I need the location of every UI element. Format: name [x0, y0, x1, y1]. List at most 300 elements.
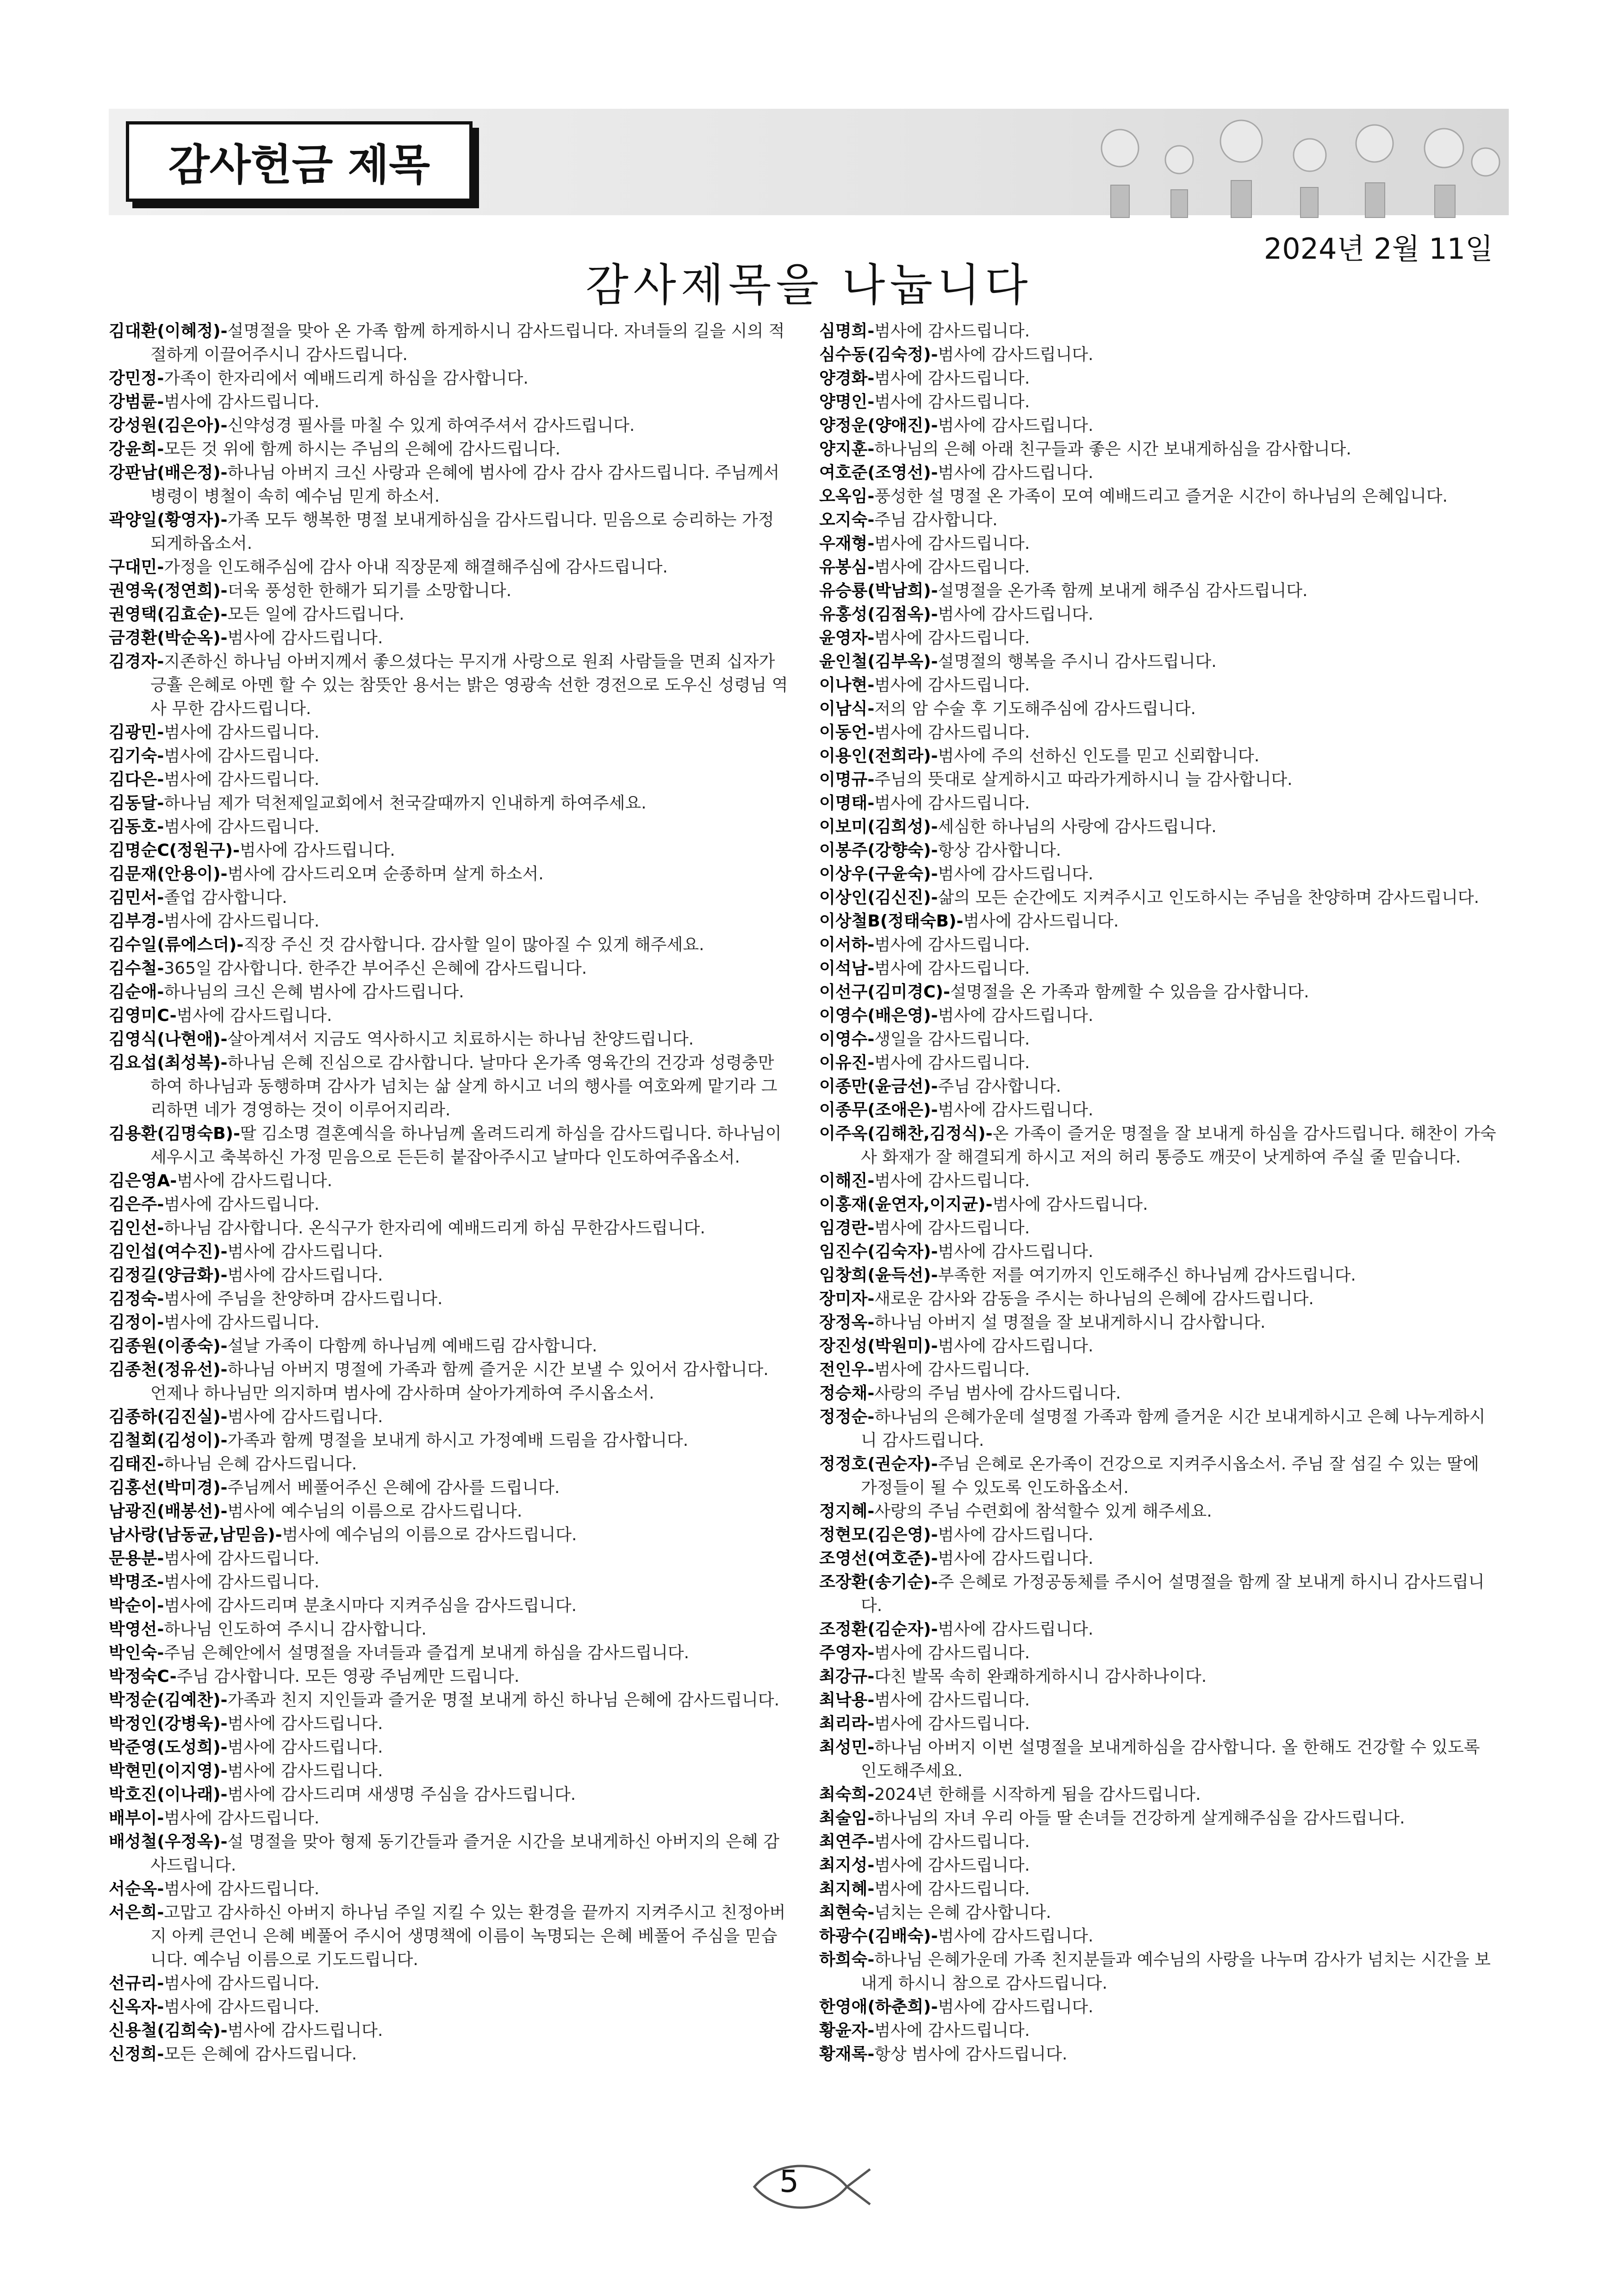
entry-text: 범사에 감사드립니다. — [874, 2021, 1030, 2040]
entry-name: 김태진- — [109, 1455, 164, 1474]
entry-text: 범사에 감사드립니다. — [938, 1549, 1094, 1568]
thanks-entry — [109, 909, 789, 933]
entry-text: 범사에 감사드립니다. — [938, 1006, 1094, 1025]
entry-name: 강민정- — [109, 369, 164, 388]
entry-text: 풍성한 설 명절 온 가족이 모여 예배드리고 즐거운 시간이 하나님의 은혜입니다. — [874, 487, 1448, 506]
entry-name: 김민서- — [109, 888, 164, 907]
entry-name: 최현숙- — [819, 1903, 875, 1922]
entry-text: 하나님의 자녀 우리 아들 딸 손녀들 건강하게 살게해주심을 감사드립니다. — [874, 1809, 1405, 1828]
entry-text: 주님께서 베풀어주신 은혜에 감사를 드립니다. — [227, 1478, 560, 1497]
entry-name: 이상철B(정태숙B)- — [819, 912, 964, 931]
entry-name: 박준영(도성희)- — [109, 1738, 228, 1757]
entry-name: 김문재(안용이)- — [109, 865, 228, 884]
entry-text: 범사에 감사드립니다. — [164, 1974, 320, 1993]
entry-text: 하나님 감사합니다. 온식구가 한자리에 예배드리게 하심 무한감사드립니다. — [164, 1219, 705, 1238]
entry-text: 하나님 제가 덕천제일교회에서 천국갈때까지 인내하게 하여주세요. — [164, 794, 647, 813]
thanks-entry — [819, 768, 1500, 791]
thanks-entry — [109, 980, 789, 1004]
entry-name: 이홍재(윤연자,이지균)- — [819, 1195, 993, 1214]
thanks-entry — [109, 721, 789, 744]
thanks-entry — [109, 1240, 789, 1263]
entry-name: 김요섭(최성복)- — [109, 1053, 228, 1072]
entry-text: 범사에 감사드립니다. — [938, 1242, 1094, 1261]
entry-name: 박정인(강병욱)- — [109, 1714, 228, 1733]
thanks-entry — [819, 1240, 1500, 1263]
entry-text: 모든 것 위에 함께 하시는 주님의 은혜에 감사드립니다. — [164, 440, 560, 459]
thanks-entry — [109, 1169, 789, 1193]
entry-text: 신약성경 필사를 마칠 수 있게 하여주셔서 감사드립니다. — [227, 416, 635, 435]
thanks-entry — [819, 815, 1500, 839]
entry-name: 이용인(전희라)- — [819, 747, 938, 765]
entry-name: 정현모(김은영)- — [819, 1525, 938, 1544]
thanks-entry — [109, 555, 789, 579]
entry-name: 임창희(윤득선)- — [819, 1266, 938, 1285]
entry-text: 모든 일에 감사드립니다. — [227, 605, 404, 624]
entry-name: 김은주- — [109, 1195, 164, 1214]
entry-text: 범사에 감사드립니다. — [874, 369, 1030, 388]
entry-text: 고맙고 감사하신 아버지 하나님 주일 지킬 수 있는 환경을 끝까지 지켜주시고 친정아버지 아케 큰언니 은혜 베풀어 주시어 생명책에 이름이 녹명되는 은혜 베풀어 주심을 믿습니다. 예수님 이름으로 기도드립니다. — [150, 1903, 786, 1969]
thanks-entry — [109, 461, 789, 508]
entry-name: 신용철(김희숙)- — [109, 2021, 228, 2040]
entry-name: 조영선(여호준)- — [819, 1549, 938, 1568]
entry-name: 여호준(조영선)- — [819, 463, 938, 482]
entry-text: 범사에 감사드립니다. — [874, 1053, 1030, 1072]
entry-text: 더욱 풍성한 한해가 되기를 소망합니다. — [227, 581, 512, 600]
thanks-entry — [109, 626, 789, 650]
thanks-entry — [819, 980, 1500, 1004]
thanks-entry — [109, 390, 789, 414]
entry-text: 항상 범사에 감사드립니다. — [874, 2045, 1068, 2064]
thanks-entry — [109, 1688, 789, 1712]
entry-text: 다친 발목 속히 완쾌하게하시니 감사하나이다. — [874, 1667, 1207, 1686]
entry-name: 김동호- — [109, 817, 164, 836]
entry-text: 범사에 감사드립니다. — [874, 1219, 1030, 1238]
entry-name: 양경화- — [819, 369, 875, 388]
entry-text: 범사에 감사드립니다. — [874, 935, 1030, 954]
entry-text: 범사에 감사드립니다. — [874, 534, 1030, 553]
thanks-entry — [819, 1570, 1500, 1618]
entry-text: 범사에 감사드리며 새생명 주심을 감사드립니다. — [227, 1785, 576, 1804]
entry-text: 범사에 감사드립니다. — [874, 392, 1030, 411]
entry-text: 범사에 주님을 찬양하며 감사드립니다. — [164, 1289, 443, 1308]
entry-text: 항상 감사합니다. — [938, 841, 1061, 860]
entry-name: 박명조- — [109, 1573, 164, 1592]
thanks-entry — [819, 1452, 1500, 1500]
thanks-entry — [109, 1972, 789, 1995]
thanks-entry — [819, 1665, 1500, 1688]
entry-text: 범사에 감사드립니다. — [874, 1856, 1030, 1875]
entry-text: 365일 감사합니다. 한주간 부어주신 은혜에 감사드립니다. — [164, 959, 587, 978]
entry-text: 직장 주신 것 감사합니다. 감사할 일이 많아질 수 있게 해주세요. — [243, 935, 704, 954]
entry-name: 하광수(김배숙)- — [819, 1927, 938, 1946]
entry-name: 김수철- — [109, 959, 164, 978]
entry-name: 권영택(김효순)- — [109, 605, 228, 624]
entry-name: 양지훈- — [819, 440, 875, 459]
entry-name: 강범륜- — [109, 392, 164, 411]
entry-name: 박영선- — [109, 1620, 164, 1639]
entry-text: 범사에 감사드립니다. — [164, 1195, 320, 1214]
thanks-entry — [819, 1027, 1500, 1051]
entry-text: 범사에 감사드립니다. — [963, 912, 1119, 931]
thanks-entry — [819, 1311, 1500, 1334]
entry-name: 하희숙- — [819, 1950, 875, 1969]
entry-text: 하나님 아버지 이번 설명절을 보내게하심을 감사합니다. 올 한해도 건강할 수 있도록 인도해주세요. — [861, 1738, 1480, 1780]
entry-name: 김기숙- — [109, 747, 164, 765]
entry-text: 범사에 감사드립니다. — [874, 628, 1030, 647]
entry-name: 이명태- — [819, 794, 875, 813]
entry-text: 범사에 감사드립니다. — [164, 1313, 320, 1332]
thanks-entry — [819, 1948, 1500, 1995]
entry-text: 범사에 감사드립니다. — [874, 723, 1030, 742]
entry-name: 오지숙- — [819, 510, 875, 529]
entry-name: 박순이- — [109, 1596, 164, 1615]
thanks-entry — [819, 862, 1500, 886]
entry-text: 범사에 감사드립니다. — [874, 322, 1030, 341]
entry-name: 이봉주(강향숙)- — [819, 841, 938, 860]
entry-text: 가족 모두 행복한 명절 보내게하심을 감사드립니다. 믿음으로 승리하는 가정 되게하옵소서. — [150, 510, 774, 553]
entry-text: 범사에 감사드립니다. — [227, 1407, 383, 1426]
entry-text: 하나님 은혜 감사드립니다. — [164, 1455, 357, 1474]
entry-name: 김정이- — [109, 1313, 164, 1332]
entry-name: 오옥임- — [819, 487, 875, 506]
entry-name: 이주옥(김해찬,김정식)- — [819, 1124, 993, 1143]
thanks-entry — [819, 485, 1500, 508]
entry-text: 하나님 은혜가운데 가족 친지분들과 예수님의 사랑을 나누며 감사가 넘치는 시간을 보내게 하시니 참으로 감사드립니다. — [861, 1950, 1491, 1993]
thanks-entry — [819, 1830, 1500, 1854]
entry-text: 설 명절을 맞아 형제 동기간들과 즐거운 시간을 보내게하신 아버지의 은혜 감사드립니다. — [150, 1832, 780, 1875]
thanks-entry — [109, 579, 789, 603]
entry-text: 범사에 감사드립니다. — [874, 959, 1030, 978]
date: 2024년 2월 11일 — [1263, 232, 1493, 266]
entry-text: 범사에 감사드립니다. — [874, 1691, 1030, 1710]
entry-text: 사랑의 주님 수련회에 참석할수 있게 해주세요. — [874, 1502, 1212, 1521]
thanks-entry — [819, 1854, 1500, 1877]
thanks-entry — [109, 1500, 789, 1523]
entry-name: 최술임- — [819, 1809, 875, 1828]
entry-name: 김경자- — [109, 652, 164, 671]
entry-text: 범사에 감사드립니다. — [874, 1832, 1030, 1851]
entry-name: 박인숙- — [109, 1643, 164, 1662]
thanks-entry — [819, 626, 1500, 650]
entry-text: 범사에 감사드리며 분초시마다 지켜주심을 감사드립니다. — [164, 1596, 577, 1615]
entry-name: 심수동(김숙정)- — [819, 345, 938, 364]
entry-text: 범사에 감사드립니다. — [177, 1171, 333, 1190]
entry-name: 이나현- — [819, 676, 875, 695]
entry-name: 김용환(김명숙B)- — [109, 1124, 240, 1143]
thanks-entry — [819, 1287, 1500, 1311]
thanks-entry — [109, 437, 789, 461]
entry-text: 범사에 감사드립니다. — [938, 345, 1094, 364]
entry-text: 범사에 감사드립니다. — [874, 1360, 1030, 1379]
entry-text: 하나님 아버지 크신 사랑과 은혜에 범사에 감사 감사 감사드립니다. 주님께서 병령이 병철이 속히 예수님 믿게 하소서. — [150, 463, 780, 506]
thanks-entry — [109, 1122, 789, 1169]
entry-name: 양명인- — [819, 392, 875, 411]
entry-text: 지존하신 하나님 아버지께서 좋으셨다는 무지개 사랑으로 원죄 사람들을 면죄 십자가 긍휼 은혜로 아멘 할 수 있는 참뜻안 용서는 밝은 영광속 선한 경전으로 도우신 성령님 역사 무한 감사드립니다. — [150, 652, 788, 718]
page-number-badge — [745, 2159, 875, 2215]
entry-text: 졸업 감사합니다. — [164, 888, 287, 907]
entry-text: 범사에 감사드립니다. — [938, 1997, 1094, 2016]
entry-name: 주영자- — [819, 1643, 875, 1662]
thanks-entry — [109, 1712, 789, 1736]
entry-text: 넘치는 은혜 감사합니다. — [874, 1903, 1052, 1922]
entry-text: 살아계셔서 지금도 역사하시고 치료하시는 하나님 찬양드립니다. — [227, 1030, 694, 1049]
entry-name: 정정호(권순자)- — [819, 1455, 938, 1474]
entry-name: 이상인(김신진)- — [819, 888, 938, 907]
thanks-entry — [819, 532, 1500, 555]
entry-name: 윤영자- — [819, 628, 875, 647]
thanks-entry — [109, 650, 789, 721]
thanks-entry — [109, 1901, 789, 1972]
thanks-entry — [109, 2042, 789, 2066]
thanks-entry — [819, 957, 1500, 980]
entry-text: 범사에 감사드립니다. — [239, 841, 395, 860]
thanks-entry — [109, 815, 789, 839]
entry-text: 하나님의 은혜 아래 친구들과 좋은 시간 보내게하심을 감사합니다. — [874, 440, 1351, 459]
entry-text: 온 가족이 즐거운 명절을 잘 보내게 하심을 감사드립니다. 해찬이 가숙사 화재가 잘 해결되게 하시고 저의 허리 통증도 깨끗이 낫게하여 주실 줄 믿습니다. — [861, 1124, 1496, 1167]
entry-text: 범사에 감사드립니다. — [938, 416, 1094, 435]
entry-name: 김대환(이혜정)- — [109, 322, 228, 341]
thanks-entry — [819, 319, 1500, 343]
entry-text: 가족과 함께 명절을 보내게 하시고 가정예배 드림을 감사합니다. — [227, 1431, 689, 1450]
thanks-entry — [109, 1547, 789, 1570]
thanks-entry — [819, 1641, 1500, 1665]
left-column — [109, 319, 789, 2066]
thanks-entry — [819, 1806, 1500, 1830]
entry-text: 주님 감사합니다. — [874, 510, 998, 529]
entry-name: 이종만(윤금선)- — [819, 1077, 938, 1096]
entry-text: 생일을 감사드립니다. — [874, 1030, 1030, 1049]
entry-name: 최성민- — [819, 1738, 875, 1757]
entry-name: 구대민- — [109, 558, 164, 577]
thanks-entry — [109, 1405, 789, 1429]
entry-name: 이상우(구윤숙)- — [819, 865, 938, 884]
entry-name: 이유진- — [819, 1053, 875, 1072]
entry-text: 가족과 친지 지인들과 즐거운 명절 보내게 하신 하나님 은혜에 감사드립니다. — [227, 1691, 780, 1710]
thanks-entry — [109, 1287, 789, 1311]
entry-text: 범사에 감사드립니다. — [227, 1761, 383, 1780]
entry-name: 김종천(정유선)- — [109, 1360, 228, 1379]
entry-name: 김명순C(정원구)- — [109, 841, 240, 860]
entry-name: 김영식(나현애)- — [109, 1030, 228, 1049]
entry-name: 이종무(조애은)- — [819, 1101, 938, 1120]
entry-text: 딸 김소명 결혼예식을 하나님께 올려드리게 하심을 감사드립니다. 하나님이 세우시고 축복하신 가정 믿음으로 든든히 붙잡아주시고 날마다 인도하여주옵소서. — [150, 1124, 782, 1167]
thanks-entry — [109, 933, 789, 957]
thanks-entry — [109, 1476, 789, 1500]
thanks-entry — [109, 1570, 789, 1594]
entry-text: 범사에 감사드립니다. — [227, 1738, 383, 1757]
thanks-entry — [819, 437, 1500, 461]
entry-text: 설명절을 맞아 온 가족 함께 하게하시니 감사드립니다. 자녀들의 길을 시의 적절하게 이끌어주시니 감사드립니다. — [150, 322, 785, 364]
entry-name: 이명규- — [819, 770, 875, 789]
thanks-entry — [109, 1665, 789, 1688]
entry-text: 범사에 감사드립니다. — [938, 463, 1094, 482]
entry-text: 범사에 감사드립니다. — [874, 558, 1030, 577]
entry-name: 유홍성(김점옥)- — [819, 605, 938, 624]
entry-name: 황윤자- — [819, 2021, 875, 2040]
entry-text: 하나님 아버지 명절에 가족과 함께 즐거운 시간 보낼 수 있어서 감사합니다. 언제나 하나님만 의지하며 범사에 감사하며 살아가게하여 주시옵소서. — [150, 1360, 769, 1403]
entry-text: 설명절을 온가족 함께 보내게 해주심 감사드립니다. — [938, 581, 1308, 600]
entry-name: 김부경- — [109, 912, 164, 931]
thanks-entry — [819, 1263, 1500, 1287]
thanks-entry — [819, 673, 1500, 697]
thanks-entry — [109, 1995, 789, 2019]
thanks-entry — [819, 1075, 1500, 1098]
entry-text: 범사에 감사드립니다. — [874, 1714, 1030, 1733]
entry-name: 곽양일(황영자)- — [109, 510, 228, 529]
entry-name: 임진수(김숙자)- — [819, 1242, 938, 1261]
entry-name: 이영수- — [819, 1030, 875, 1049]
thanks-entry — [819, 1004, 1500, 1027]
thanks-entry — [109, 744, 789, 768]
entry-text: 주님 감사합니다. 모든 영광 주님께만 드립니다. — [176, 1667, 520, 1686]
entry-name: 김철회(김성이)- — [109, 1431, 228, 1450]
thanks-entry — [109, 768, 789, 791]
thanks-entry — [819, 744, 1500, 768]
thanks-entry — [109, 886, 789, 909]
entry-text: 범사에 감사드립니다. — [164, 817, 320, 836]
entry-name: 이석남- — [819, 959, 875, 978]
entry-name: 이선구(김미경C)- — [819, 983, 950, 1002]
thanks-entry — [109, 1759, 789, 1783]
entry-text: 가족이 한자리에서 예배드리게 하심을 감사합니다. — [164, 369, 529, 388]
entry-name: 윤인철(김부옥)- — [819, 652, 938, 671]
thanks-entry — [819, 1688, 1500, 1712]
entry-name: 심명희- — [819, 322, 875, 341]
thanks-entry — [109, 1429, 789, 1452]
thanks-entry — [819, 579, 1500, 603]
entry-name: 우재형- — [819, 534, 875, 553]
entry-text: 범사에 감사드립니다. — [164, 912, 320, 931]
entry-text: 범사에 감사드립니다. — [227, 1242, 383, 1261]
thanks-entry — [819, 791, 1500, 815]
entry-text: 하나님의 은혜가운데 설명절 가족과 함께 즐거운 시간 보내게하시고 은혜 나누게하시니 감사드립니다. — [861, 1407, 1486, 1450]
entry-text: 가정을 인도해주심에 감사 아내 직장문제 해결해주심에 감사드립니다. — [164, 558, 668, 577]
entry-name: 금경환(박순옥)- — [109, 628, 228, 647]
entry-name: 김영미C- — [109, 1006, 177, 1025]
thanks-entry — [109, 1594, 789, 1618]
entry-text: 범사에 감사드립니다. — [164, 1573, 320, 1592]
entry-name: 서은희- — [109, 1903, 164, 1922]
entry-name: 배부이- — [109, 1809, 164, 1828]
entry-name: 정지혜- — [819, 1502, 875, 1521]
entry-text: 새로운 감사와 감동을 주시는 하나님의 은혜에 감사드립니다. — [874, 1289, 1314, 1308]
thanks-entry — [109, 862, 789, 886]
entry-name: 김종원(이종숙)- — [109, 1337, 228, 1356]
entry-name: 김은영A- — [109, 1171, 177, 1190]
thanks-entry — [109, 1806, 789, 1830]
thanks-entry — [109, 2019, 789, 2042]
thanks-entry — [109, 1311, 789, 1334]
entry-name: 정승채- — [819, 1384, 875, 1403]
entry-text: 주님의 뜻대로 살게하시고 따라가게하시니 늘 감사합니다. — [874, 770, 1293, 789]
entry-name: 유승룡(박남희)- — [819, 581, 938, 600]
entry-name: 박현민(이지영)- — [109, 1761, 228, 1780]
entry-text: 범사에 감사드립니다. — [874, 676, 1030, 695]
entry-name: 김홍선(박미경)- — [109, 1478, 228, 1497]
entry-name: 김동달- — [109, 794, 164, 813]
entry-text: 범사에 감사드립니다. — [164, 1809, 320, 1828]
thanks-entry — [819, 603, 1500, 626]
entry-text: 범사에 감사드립니다. — [938, 1525, 1094, 1544]
entry-text: 범사에 감사드립니다. — [164, 747, 320, 765]
entry-text: 범사에 감사드립니다. — [938, 865, 1094, 884]
entry-name: 김수일(류에스더)- — [109, 935, 244, 954]
thanks-entry — [819, 2042, 1500, 2066]
entry-text: 범사에 감사드립니다. — [874, 1879, 1030, 1898]
entry-name: 장정옥- — [819, 1313, 875, 1332]
entry-text: 하나님 인도하여 주시니 감사합니다. — [164, 1620, 427, 1639]
entry-text: 주님 은혜로 온가족이 건강으로 지켜주시옵소서. 주님 잘 섬길 수 있는 딸에 가정들이 될 수 있도록 인도하옵소서. — [861, 1455, 1479, 1497]
entry-text: 범사에 감사드립니다. — [874, 1171, 1030, 1190]
thanks-entry — [819, 555, 1500, 579]
entry-text: 범사에 감사드립니다. — [227, 1714, 383, 1733]
entry-name: 김인선- — [109, 1219, 164, 1238]
thanks-entry — [819, 508, 1500, 532]
entry-name: 김정길(양금화)- — [109, 1266, 228, 1285]
entry-text: 범사에 감사드립니다. — [164, 1549, 320, 1568]
thanks-entry — [109, 1004, 789, 1027]
entry-name: 이남식- — [819, 699, 875, 718]
thanks-entry — [819, 2019, 1500, 2042]
entry-name: 조장환(송기순)- — [819, 1573, 938, 1592]
thanks-entry — [819, 650, 1500, 673]
entry-text: 범사에 감사드립니다. — [164, 770, 320, 789]
entry-text: 범사에 감사드립니다. — [938, 1927, 1094, 1946]
thanks-entry — [109, 1193, 789, 1216]
entry-name: 양정운(양애진)- — [819, 416, 938, 435]
entry-text: 범사에 감사드립니다. — [992, 1195, 1148, 1214]
thanks-entry — [109, 1334, 789, 1358]
thanks-entry — [819, 1618, 1500, 1641]
entry-text: 범사에 감사드립니다. — [164, 1997, 320, 2016]
thanks-entry — [819, 697, 1500, 721]
thanks-entry — [109, 1641, 789, 1665]
thanks-entry — [819, 1358, 1500, 1381]
thanks-entry — [819, 1334, 1500, 1358]
thanks-entry — [109, 1027, 789, 1051]
entry-name: 이해진- — [819, 1171, 875, 1190]
entry-name: 최강규- — [819, 1667, 875, 1686]
entry-name: 김인섭(여수진)- — [109, 1242, 228, 1261]
entry-text: 저의 암 수술 후 기도해주심에 감사드립니다. — [874, 699, 1196, 718]
thanks-entry — [819, 1169, 1500, 1193]
entry-name: 선규리- — [109, 1974, 164, 1993]
right-column — [819, 319, 1500, 2066]
thanks-entry — [819, 721, 1500, 744]
entry-text: 범사에 예수님의 이름으로 감사드립니다. — [282, 1525, 577, 1544]
entry-name: 박정순(김예찬)- — [109, 1691, 228, 1710]
entry-name: 한영애(하춘희)- — [819, 1997, 938, 2016]
thanks-entry — [819, 414, 1500, 437]
thanks-entry — [819, 886, 1500, 909]
entry-name: 서순옥- — [109, 1879, 164, 1898]
thanks-entry — [109, 1783, 789, 1806]
entry-name: 장진성(박원미)- — [819, 1337, 938, 1356]
page-title: 감사헌금 제목 — [126, 121, 473, 202]
entry-text: 사랑의 주님 범사에 감사드립니다. — [874, 1384, 1121, 1403]
entry-text: 설명절을 온 가족과 함께할 수 있음을 감사합니다. — [950, 983, 1309, 1002]
thanks-entry — [109, 957, 789, 980]
thanks-entry — [819, 1712, 1500, 1736]
thanks-entry — [109, 1051, 789, 1122]
thanks-entry — [109, 367, 789, 390]
thanks-entry — [819, 933, 1500, 957]
entry-name: 강판남(배은정)- — [109, 463, 228, 482]
entry-name: 남사랑(남동균,남믿음)- — [109, 1525, 282, 1544]
entry-name: 이보미(김희성)- — [819, 817, 938, 836]
thanks-entry — [819, 1523, 1500, 1547]
flower-vases-illustration — [1078, 116, 1504, 220]
